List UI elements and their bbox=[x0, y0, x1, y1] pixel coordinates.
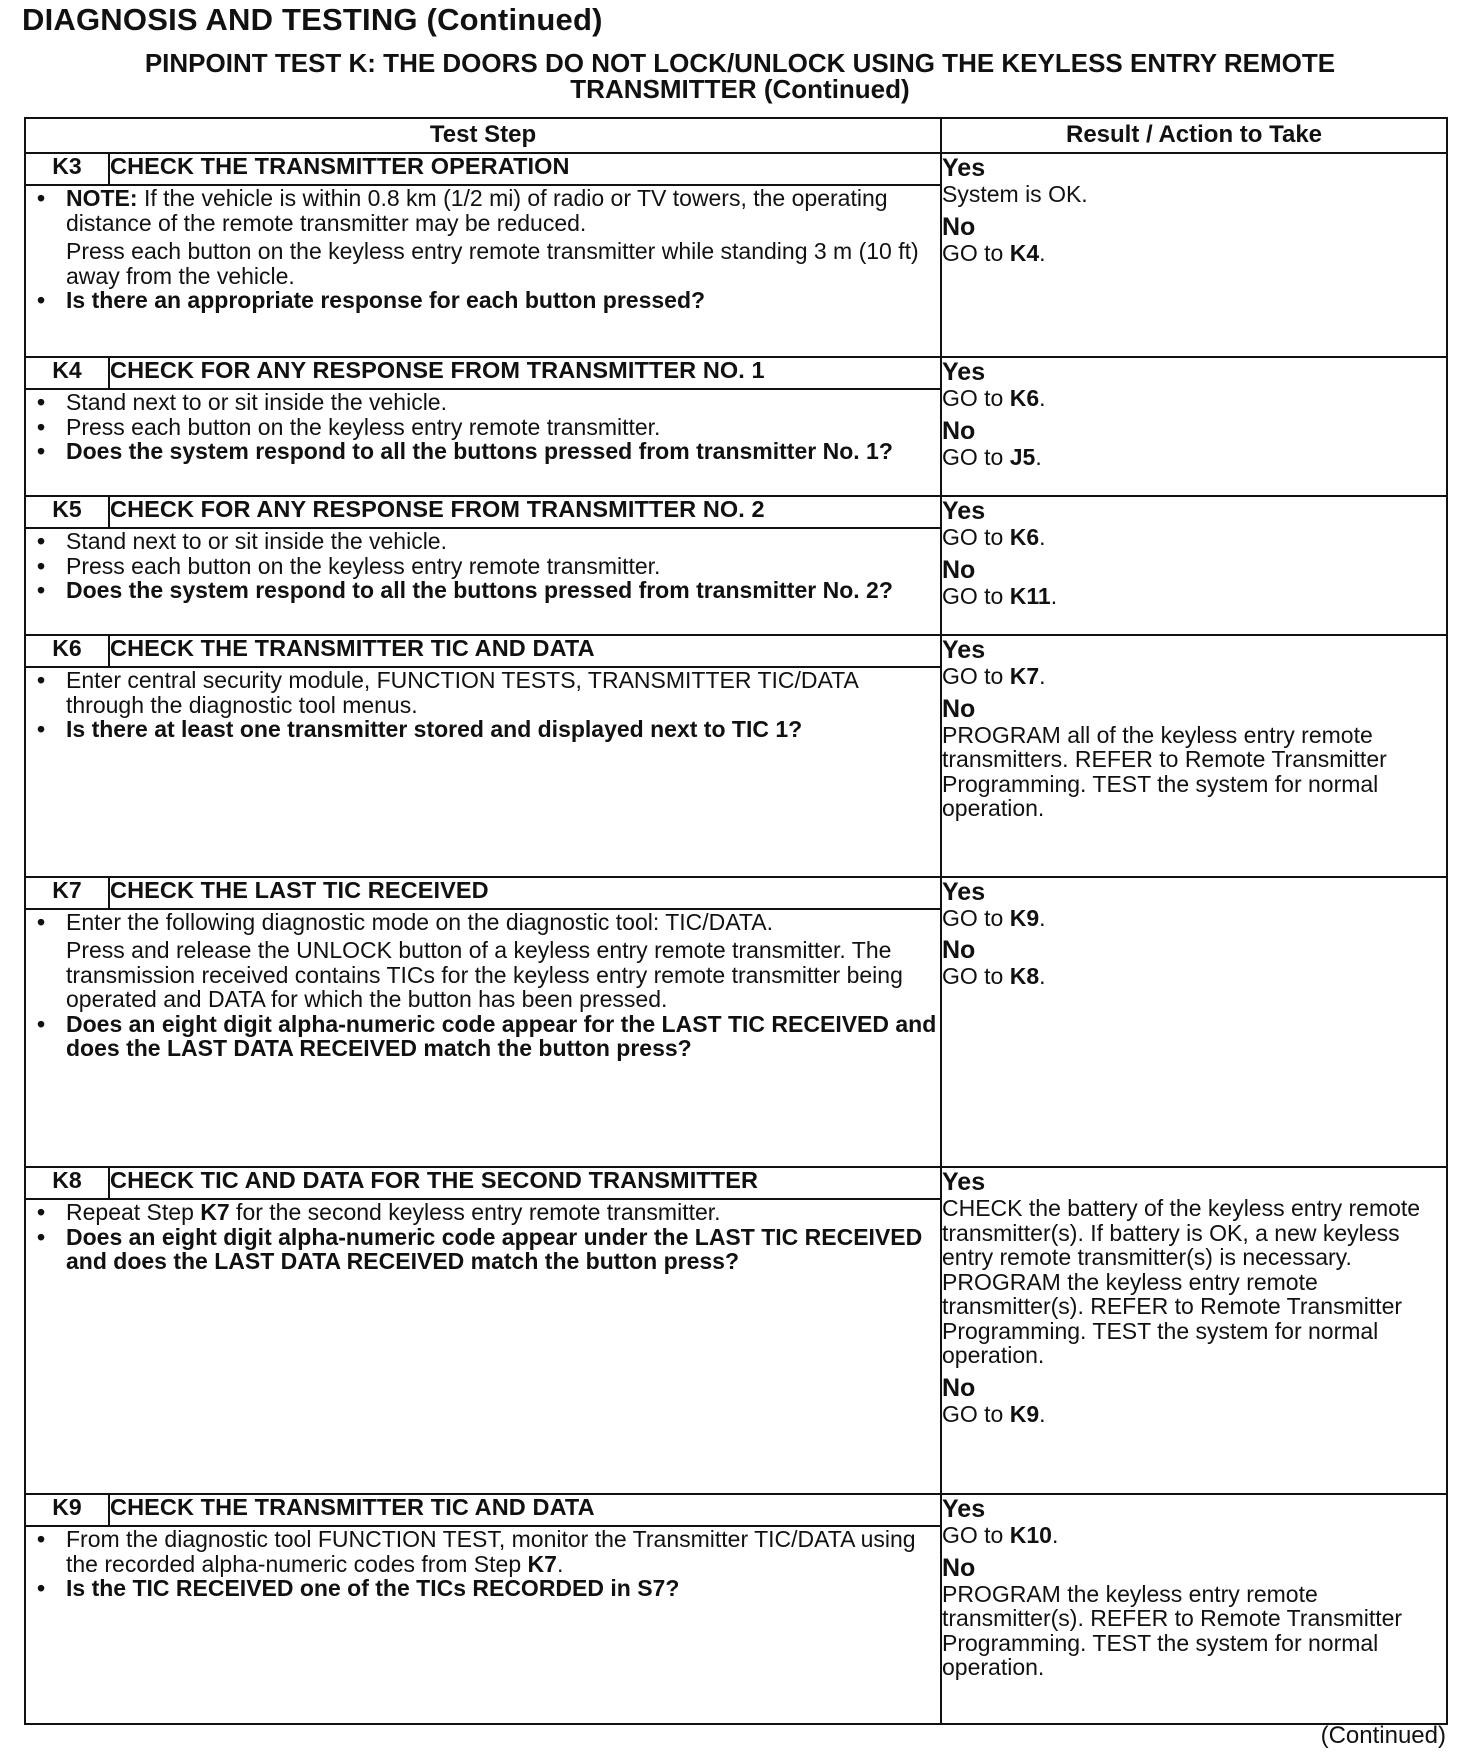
step-item: • Enter central security module, FUNCTION TESTS, TRANSMITTER TIC/DATA through the diagnostic tool menus. bbox=[26, 668, 940, 717]
note-text: If the vehicle is within 0.8 km (1/2 mi) of radio or TV towers, the operating distance of the remote transmitter may be reduced. bbox=[66, 185, 888, 236]
yes-action: GO to K9. bbox=[942, 904, 1046, 931]
yes-label: Yes bbox=[942, 636, 986, 665]
step-question: • Is the TIC RECEIVED one of the TICs RECORDED in S7? bbox=[26, 1576, 940, 1601]
no-action: PROGRAM the keyless entry remote transmitter(s). REFER to Remote Transmitter Programming. TEST the system for normal operation. bbox=[942, 1580, 1403, 1681]
step-heading: CHECK THE TRANSMITTER TIC AND DATA bbox=[109, 635, 941, 667]
bullet-icon: • bbox=[36, 552, 46, 579]
page-title: DIAGNOSIS AND TESTING (Continued) bbox=[22, 2, 603, 37]
step-question: • Is there at least one transmitter stored and displayed next to TIC 1? bbox=[26, 717, 940, 742]
yes-action: GO to K6. bbox=[942, 385, 1046, 412]
step-item: • Enter the following diagnostic mode on the diagnostic tool: TIC/DATA. bbox=[26, 910, 940, 935]
no-action: GO to K11. bbox=[942, 582, 1058, 609]
yes-action: GO to K6. bbox=[942, 524, 1046, 551]
continued-note: (Continued) bbox=[1320, 1722, 1446, 1749]
yes-action: GO to K7. bbox=[942, 663, 1046, 690]
column-header-result: Result / Action to Take bbox=[941, 118, 1447, 153]
step-item: • From the diagnostic tool FUNCTION TEST, monitor the Transmitter TIC/DATA using the recorded alpha-numeric codes from Step K7. bbox=[26, 1527, 940, 1576]
yes-label: Yes bbox=[942, 1168, 986, 1197]
no-action: PROGRAM all of the keyless entry remote transmitters. REFER to Remote Transmitter Programming. TEST the system for normal operation. bbox=[942, 721, 1387, 822]
note-label: NOTE: bbox=[66, 185, 138, 211]
yes-label: Yes bbox=[942, 358, 986, 387]
bullet-icon: • bbox=[36, 287, 46, 313]
no-label: No bbox=[942, 1553, 976, 1582]
bullet-icon: • bbox=[36, 438, 46, 465]
bullet-icon: • bbox=[36, 716, 46, 743]
step-reference: K7 bbox=[527, 1550, 557, 1577]
bullet-icon: • bbox=[36, 1575, 46, 1602]
step-reference: K8 bbox=[1009, 963, 1040, 990]
no-action: GO to J5. bbox=[942, 443, 1042, 470]
bullet-icon: • bbox=[36, 1010, 46, 1037]
step-heading-row bbox=[25, 877, 1447, 909]
bullet-icon: • bbox=[36, 667, 46, 694]
yes-label: Yes bbox=[942, 497, 986, 526]
step-reference: K9 bbox=[1009, 904, 1040, 931]
step-result bbox=[941, 877, 1447, 1167]
step-heading: CHECK THE TRANSMITTER OPERATION bbox=[109, 153, 941, 185]
step-id: K4 bbox=[25, 357, 109, 389]
step-instruction: Press and release the UNLOCK button of a keyless entry remote transmitter. The transmission received contains TICs for the keyless entry remote transmitter being operated and DATA for which the button has been pressed. bbox=[66, 937, 903, 1013]
bullet-icon: • bbox=[36, 413, 46, 440]
bullet-icon: • bbox=[36, 1526, 46, 1553]
step-heading-row bbox=[25, 357, 1447, 389]
step-reference: K6 bbox=[1009, 385, 1040, 412]
step-question: • Does the system respond to all the buttons pressed from transmitter No. 1? bbox=[26, 439, 940, 464]
step-reference: K11 bbox=[1009, 582, 1051, 609]
step-heading-row bbox=[25, 153, 1447, 185]
step-body bbox=[25, 528, 941, 635]
step-body bbox=[25, 185, 941, 357]
step-id: K6 bbox=[25, 635, 109, 667]
no-label: No bbox=[942, 212, 976, 241]
bullet-icon: • bbox=[36, 389, 46, 416]
no-label: No bbox=[942, 416, 976, 445]
no-action: GO to K8. bbox=[942, 963, 1046, 990]
step-reference: K6 bbox=[1009, 524, 1040, 551]
step-id: K8 bbox=[25, 1167, 109, 1199]
step-result bbox=[941, 1167, 1447, 1494]
step-heading: CHECK THE LAST TIC RECEIVED bbox=[109, 877, 941, 909]
table-header-row bbox=[25, 118, 1447, 153]
step-result bbox=[941, 357, 1447, 496]
yes-action: GO to K10. bbox=[942, 1522, 1059, 1549]
step-body bbox=[25, 389, 941, 496]
step-body bbox=[25, 1526, 941, 1724]
step-body bbox=[25, 1199, 941, 1494]
bullet-icon: • bbox=[36, 908, 46, 935]
step-heading-row bbox=[25, 1167, 1447, 1199]
step-heading: CHECK TIC AND DATA FOR THE SECOND TRANSMITTER bbox=[109, 1167, 941, 1199]
step-item: • Stand next to or sit inside the vehicle. bbox=[26, 390, 940, 415]
no-label: No bbox=[942, 936, 976, 965]
step-reference: K7 bbox=[1009, 663, 1040, 690]
step-reference: K9 bbox=[1009, 1400, 1040, 1427]
step-body bbox=[25, 667, 941, 876]
step-reference: K4 bbox=[1009, 239, 1040, 266]
step-reference: J5 bbox=[1009, 443, 1036, 470]
yes-label: Yes bbox=[942, 1495, 986, 1524]
step-item: • Stand next to or sit inside the vehicle. bbox=[26, 529, 940, 554]
bullet-icon: • bbox=[36, 528, 46, 555]
no-action: GO to K9. bbox=[942, 1400, 1046, 1427]
step-reference: K10 bbox=[1009, 1522, 1052, 1549]
pinpoint-test-title: PINPOINT TEST K: THE DOORS DO NOT LOCK/UNLOCK USING THE KEYLESS ENTRY REMOTE TRANSMITTER (Continued) bbox=[144, 48, 1336, 104]
bullet-icon: • bbox=[36, 577, 46, 604]
step-id: K3 bbox=[25, 153, 109, 185]
test-steps-table bbox=[24, 117, 1448, 1725]
step-question: • Does an eight digit alpha-numeric code appear under the LAST TIC RECEIVED and does the LAST DATA RECEIVED match the button press? bbox=[26, 1225, 940, 1274]
bullet-icon: • bbox=[36, 1199, 46, 1226]
step-result bbox=[941, 496, 1447, 635]
step-result bbox=[941, 1494, 1447, 1724]
step-id: K7 bbox=[25, 877, 109, 909]
no-action: GO to K4. bbox=[942, 239, 1046, 266]
step-body bbox=[25, 909, 941, 1167]
step-result bbox=[941, 635, 1447, 876]
bullet-icon: • bbox=[36, 1223, 46, 1250]
no-label: No bbox=[942, 555, 976, 584]
step-heading: CHECK THE TRANSMITTER TIC AND DATA bbox=[109, 1494, 941, 1526]
step-id: K5 bbox=[25, 496, 109, 528]
step-result bbox=[941, 153, 1447, 357]
column-header-test-step: Test Step bbox=[25, 118, 941, 153]
no-label: No bbox=[942, 694, 976, 723]
step-item: • Press each button on the keyless entry remote transmitter. bbox=[26, 415, 940, 440]
step-question: • Does an eight digit alpha-numeric code appear for the LAST TIC RECEIVED and does the LAST DATA RECEIVED match the button press? bbox=[26, 1012, 940, 1061]
step-heading: CHECK FOR ANY RESPONSE FROM TRANSMITTER NO. 1 bbox=[109, 357, 941, 389]
step-heading-row bbox=[25, 635, 1447, 667]
yes-label: Yes bbox=[942, 154, 986, 182]
step-question: • Does the system respond to all the buttons pressed from transmitter No. 2? bbox=[26, 578, 940, 603]
yes-action: System is OK. bbox=[942, 181, 1088, 207]
bullet-icon: • bbox=[36, 185, 46, 211]
step-reference: K7 bbox=[200, 1199, 230, 1226]
step-heading-row bbox=[25, 1494, 1447, 1526]
step-instruction: Press each button on the keyless entry remote transmitter while standing 3 m (10 ft) away from the vehicle. bbox=[66, 238, 919, 289]
step-item: • Repeat Step K7 for the second keyless entry remote transmitter. bbox=[26, 1200, 940, 1225]
step-heading-row bbox=[25, 496, 1447, 528]
step-item bbox=[26, 186, 940, 235]
yes-action: CHECK the battery of the keyless entry remote transmitter(s). If battery is OK, a new keyless entry remote transmitter(s) is necessary. PROGRAM the keyless entry remote transmitter(s). REFER to Remote Transmitter Programming. TEST the system for normal operation. bbox=[942, 1195, 1421, 1369]
yes-label: Yes bbox=[942, 877, 986, 906]
step-heading: CHECK FOR ANY RESPONSE FROM TRANSMITTER NO. 2 bbox=[109, 496, 941, 528]
step-id: K9 bbox=[25, 1494, 109, 1526]
step-item: • Press each button on the keyless entry remote transmitter. bbox=[26, 554, 940, 579]
step-question: • Is there an appropriate response for each button pressed? bbox=[26, 288, 940, 313]
no-label: No bbox=[942, 1373, 976, 1402]
